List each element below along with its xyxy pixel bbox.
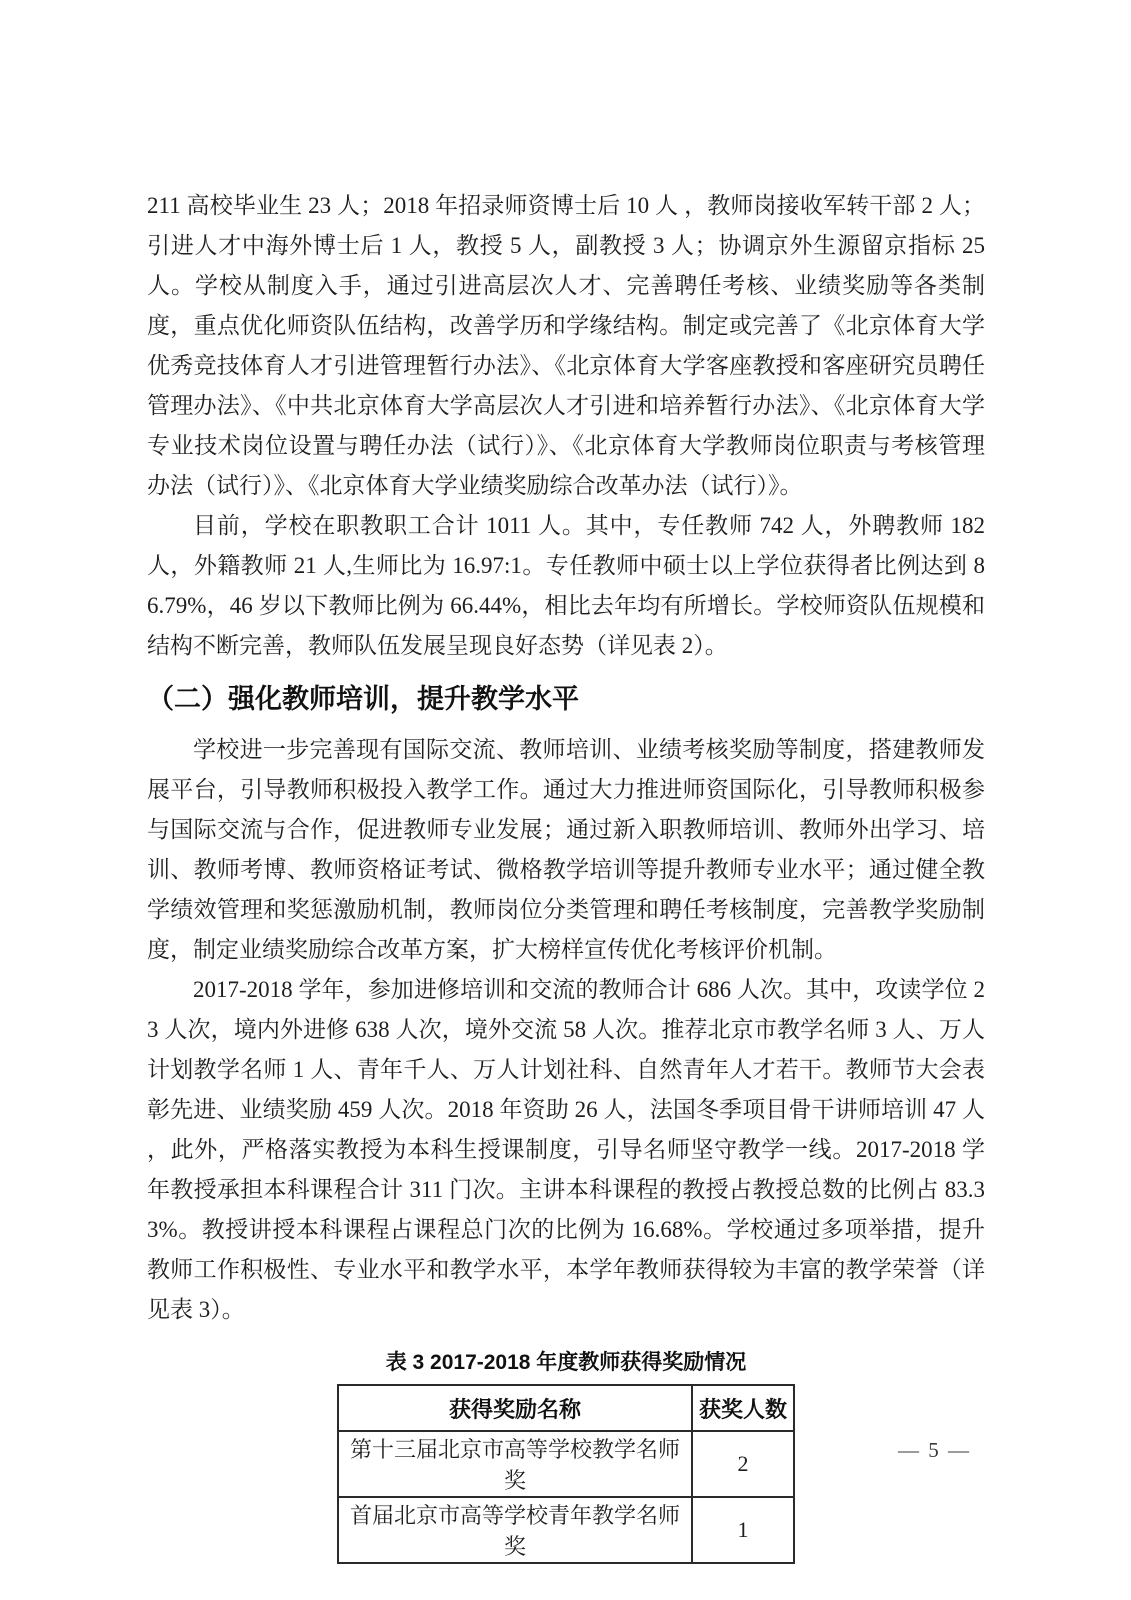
table-header-winner-count: 获奖人数 (692, 1385, 794, 1431)
paragraph-recruitment-continuation: 211 高校毕业生 23 人；2018 年招录师资博士后 10 人 ，教师岗接收军转干部 2 人； 引进人才中海外博士后 1 人，教授 5 人，副教授 3 人；协调京外生源留京指标 25 人。学校从制度入手，通过引进高层次人才、完善聘任考核、业绩奖励等各类制度，重点优化师资队伍结构，改善学历和学缘结构。制定或完善了《北京体育大学优秀竞技体育人才引进管理暂行办法》、《北京体育大学客座教授和客座研究员聘任管理办法》、《中共北京体育大学高层次人才引进和培养暂行办法》、《北京体育大学专业技术岗位设置与聘任办法（试行）》、《北京体育大学教师岗位职责与考核管理办法（试行）》、《北京体育大学业绩奖励综合改革办法（试行）》。 (147, 193, 985, 498)
awards-table (337, 1384, 795, 1564)
table-header-award-name: 获得奖励名称 (338, 1385, 692, 1431)
winner-count-cell: 1 (692, 1497, 794, 1563)
table-caption: 表 3 2017-2018 年度教师获得奖励情况 (385, 1351, 747, 1374)
page-number: — 5 — (898, 1438, 971, 1462)
winner-count-cell: 2 (692, 1431, 794, 1497)
award-name-cell: 第十三届北京市高等学校教学名师奖 (338, 1431, 692, 1497)
paragraph-staffing-statistics: 目前，学校在职教职工合计 1011 人。其中，专任教师 742 人，外聘教师 182 人，外籍教师 21 人,生师比为 16.97:1。专任教师中硕士以上学位获得者比例达到 86.79%，46 岁以下教师比例为 66.44%，相比去年均有所增长。学校师资队伍规模和结构不断完善，教师队伍发展呈现良好态势（详见表 2）。 (147, 513, 985, 658)
table-header-row (338, 1385, 794, 1431)
table-row (338, 1497, 794, 1563)
table-row (338, 1431, 794, 1497)
page-content (147, 186, 985, 1564)
section-heading-teacher-training: （二）强化教师培训，提升教学水平 (147, 684, 579, 714)
paragraph-training-system: 学校进一步完善现有国际交流、教师培训、业绩考核奖励等制度，搭建教师发展平台，引导教师积极投入教学工作。通过大力推进师资国际化，引导教师积极参与国际交流与合作，促进教师专业发展；通过新入职教师培训、教师外出学习、培训、教师考博、教师资格证考试、微格教学培训等提升教师专业水平；通过健全教学绩效管理和奖惩激励机制，教师岗位分类管理和聘任考核制度，完善教学奖励制度，制定业绩奖励综合改革方案，扩大榜样宣传优化考核评价机制。 (147, 737, 985, 962)
award-name-cell: 首届北京市高等学校青年教学名师奖 (338, 1497, 692, 1563)
paragraph-training-statistics: 2017-2018 学年，参加进修培训和交流的教师合计 686 人次。其中，攻读学位 23 人次，境内外进修 638 人次，境外交流 58 人次。推荐北京市教学名师 3 人、万人计划教学名师 1 人、青年千人、万人计划社科、自然青年人才若干。教师节大会表彰先进、业绩奖励 459 人次。2018 年资助 26 人，法国冬季项目骨干讲师培训 47 人 ，此外，严格落实教授为本科生授课制度，引导名师坚守教学一线。2017-2018 学年教授承担本科课程合计 311 门次。主讲本科课程的教授占教授总数的比例占 83.33%。教授讲授本科课程占课程总门次的比例为 16.68%。学校通过多项举措，提升教师工作积极性、专业水平和教学水平，本学年教师获得较为丰富的教学荣誉（详见表 3）。 (147, 977, 985, 1322)
